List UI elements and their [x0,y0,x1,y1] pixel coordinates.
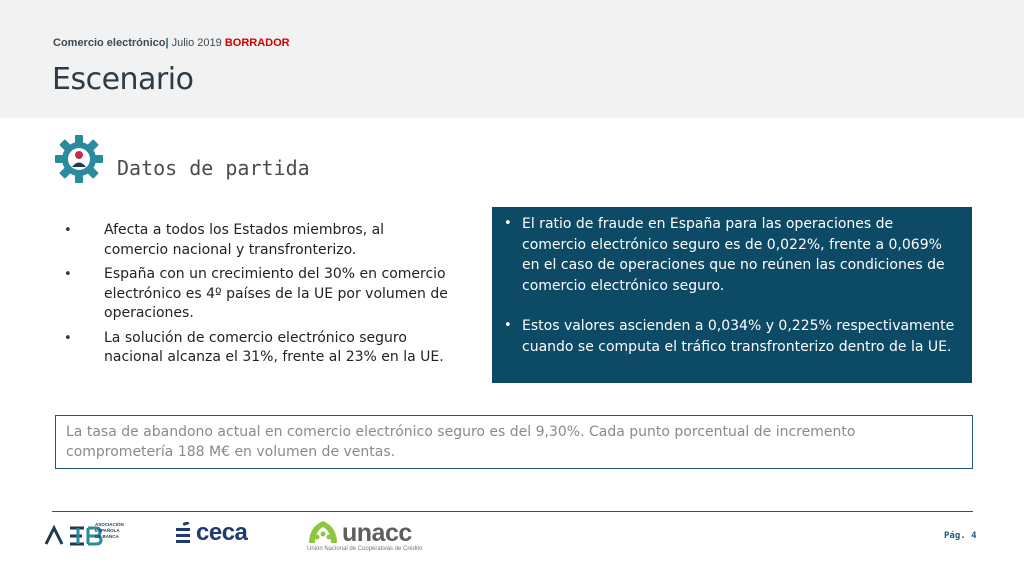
header-band [0,0,1024,118]
list-item: • Afecta a todos los Estados miembros, al comercio nacional y transfronterizo. [62,221,452,260]
header-meta [53,37,290,49]
aeb-logo-text: ASOCIACIÓN ESPAÑOLA DE BANCA [95,522,124,539]
ceca-logo-text: ceca [196,519,248,546]
page-number: Pág. 4 [944,531,977,541]
fraud-stats-box [492,207,972,383]
list-item: • Estos valores ascienden a 0,034% y 0,225% respectivamente cuando se computa el tráfico transfronterizo dentro de la UE. [504,316,958,357]
section-title: Datos de partida [117,156,310,180]
gear-person-icon [54,134,104,184]
abandonment-note: La tasa de abandono actual en comercio electrónico seguro es del 9,30%. Cada punto porcentual de incremento comprometería 188 M€ en volumen de ventas. [55,415,973,469]
ceca-mark-icon [174,522,192,544]
unacc-logo-text: unacc [342,519,412,547]
left-bullet-list [62,221,452,373]
list-item: • España con un crecimiento del 30% en comercio electrónico es 4º países de la UE por volumen de operaciones. [62,265,452,324]
page-title: Escenario [52,62,194,97]
header-date: Julio 2019 [171,37,222,49]
footer-divider [52,511,973,512]
draft-label: BORRADOR [224,37,290,49]
header-category: Comercio electrónico [53,37,166,49]
ceca-logo [174,520,247,546]
list-item: • La solución de comercio electrónico seguro nacional alcanza el 31%, frente al 23% en la UE. [62,329,452,368]
list-item: • El ratio de fraude en España para las operaciones de comercio electrónico seguro es de 0,022%, frente a 0,069% en el caso de operaciones que no reúnen las condiciones de comercio electrónico seguro. [504,214,958,296]
header-separator: | [165,37,169,49]
unacc-mark-icon [307,519,339,545]
unacc-subtitle: Unión Nacional de Cooperativas de Crédito [307,546,423,552]
